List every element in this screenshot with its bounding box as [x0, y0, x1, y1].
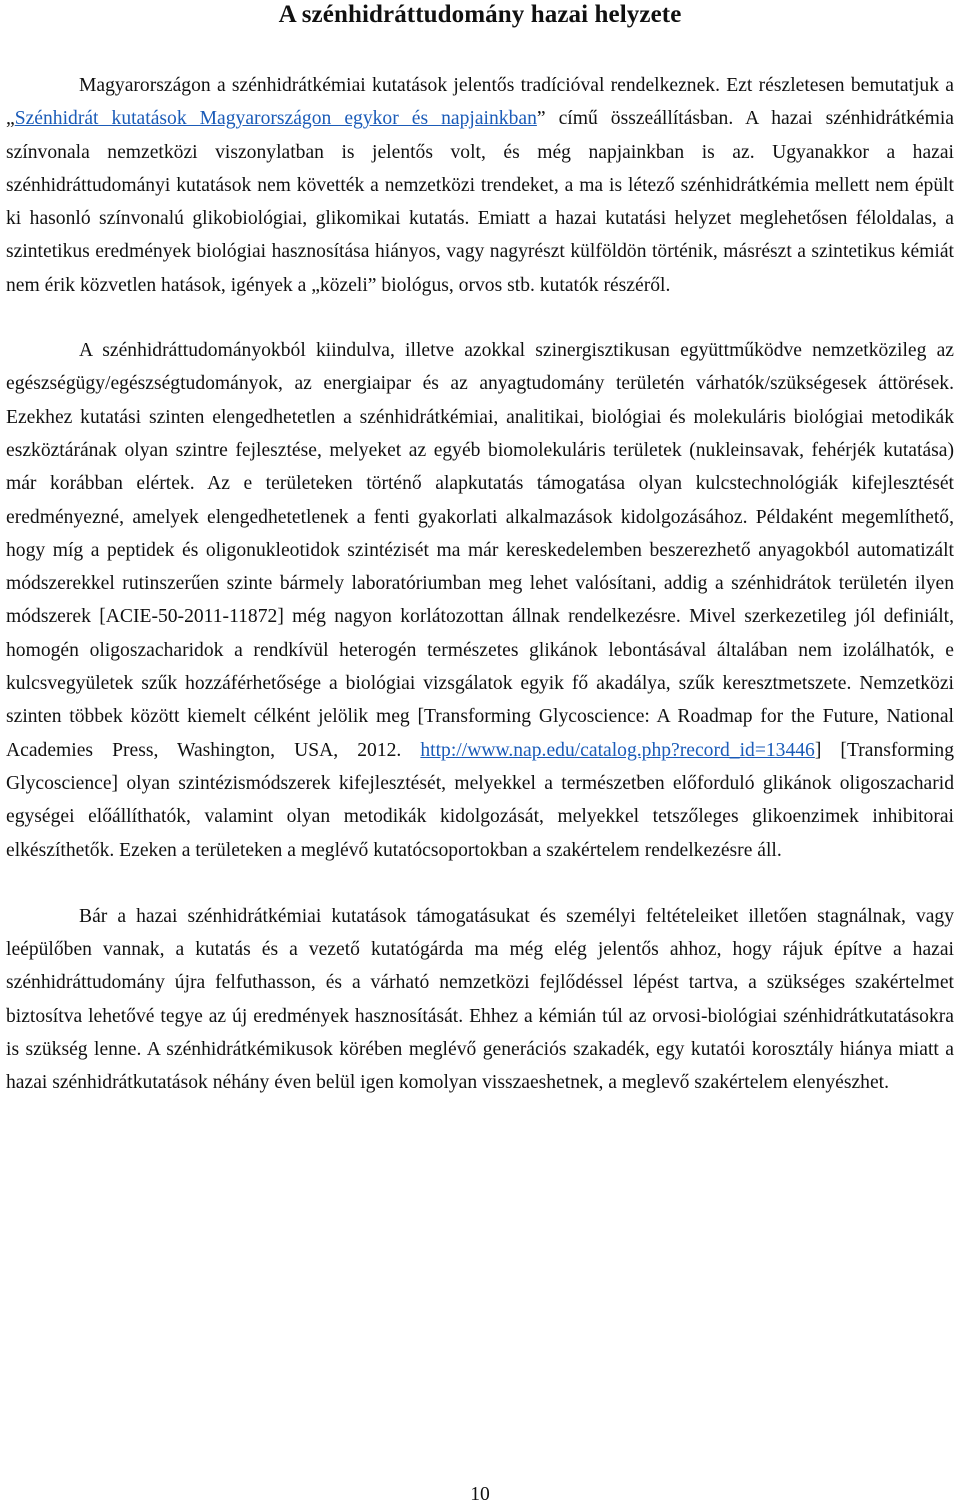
paragraph-3-text: Bár a hazai szénhidrátkémiai kutatások támogatásukat és személyi feltételeiket illetően stagnálnak, vagy leépülőben vannak, a kutatás és a vezető kutatógárda ma még elég jelentős ahhoz, hogy rájuk építve a hazai szénhidráttudomány újra felfuthasson, és a várható nemzetközi fejlődéssel lépést tartva, a szükséges szakértelmet biztosítva lehetővé tegye az új eredmények hasznosítását. Ehhez a kémián túl az orvosi-biológiai szénhidrátkutatásokra is szükség lenne. A szénhidrátkémikusok körében meglévő generációs szakadék, egy kutatói korosztály hiánya miatt a hazai szénhidrátkutatások néhány éven belül igen komolyan visszaeshetnek, a meglevő szakértelem elenyészhet. [6, 905, 954, 1094]
paragraph-2-text-start: A szénhidráttudományokból kiindulva, illetve azokkal szinergisztikusan együttműködve nemzetközileg az egészségügy/egészségtudományok, az energiaipar és az anyagtudomány területén várhatók/szükségesek áttörések. Ezekhez kutatási szinten elengedhetetlen a szénhidrátkémiai, analitikai, biológiai és molekuláris biológiai metodikák eszköztárának olyan szintre fejlesztése, melyeket az egyéb biomolekuláris területek (nukleinsavak, fehérjék kutatása) már korábban elértek. Az e területeken történő alapkutatás támogatása olyan kulcstechnológiák kifejlesztését eredményezné, amelyek elengedhetetlenek a fenti gyakorlati alkalmazások kidolgozásához. Példaként megemlíthető, hogy míg a peptidek és oligonukleotidok szintézisét ma már kereskedelemben beszerezhető anyagokból automatizált módszerekkel rutinszerűen szinte bármely laboratóriumban meg lehet valósítani, addig a szénhidrátok területén ilyen módszerek [ACIE-50-2011-11872] még nagyon korlátozottan állnak rendelkezésre. Mivel szerkezetileg jól definiált, homogén oligoszacharidok a rendkívül heterogén természetes glikánok lebontásával általában nem izolálhatók, e kulcsvegyületek szűk hozzáférhetősége a biológiai vizsgálatok egyik fő akadálya, szűk keresztmetszete. Nemzetközi szinten többek között kiemelt célként jelölik meg [Transforming Glycoscience: A Roadmap for the Future, National Academies Press, Washington, USA, 2012. [6, 340, 954, 761]
document-page [6, 0, 954, 1100]
page-title: A szénhidráttudomány hazai helyzete [278, 1, 682, 28]
paragraph-1-text-end: ” című összeállításban. A hazai szénhidrátkémia színvonala nemzetközi viszonylatban is jelentős volt, és még napjainkban is az. Ugyanakkor a hazai szénhidráttudományi kutatások nem követték a nemzetközi trendeket, a ma is létező szénhidrátkémia mellett nem épült ki hasonló színvonalú glikobiológiai, glikomikai kutatás. Emiatt a hazai kutatási helyzet meglehetősen féloldalas, a szintetikus eredmények biológiai hasznosítása hiányos, vagy nagyrészt külföldön történik, másrészt a szintetikus kémiát nem érik közvetlen hatások, igények a „közeli” biológus, orvos stb. kutatók részéről. [6, 108, 955, 296]
paragraph-2 [6, 334, 954, 867]
paragraph-1 [6, 69, 954, 302]
paragraph-3 [6, 900, 954, 1100]
paragraph-1-text-start: Magyarországon a szénhidrátkémiai kutatások jelentős tradícióval rendelkeznek. Ezt részletesen bemutatjuk a „ [6, 75, 954, 130]
page-number: 10 [470, 1484, 490, 1505]
link-nap-edu-catalog[interactable]: http://www.nap.edu/catalog.php?record_id=13446 [420, 739, 815, 761]
link-szenhidrat-kutatasok[interactable]: Szénhidrát kutatások Magyarországon egykor és napjainkban [14, 108, 537, 130]
paragraph-2-text-end: ] [Transforming Glycoscience] olyan szintézismódszerek kifejlesztését, melyekkel a természetben előforduló glikánok oligoszacharid egységei előállíthatók, valamint olyan metodikák kidolgozását, melyekkel tetszőleges glikoenzimek inhibitorai elkészíthetők. Ezeken a területeken a meglévő kutatócsoportokban a szakértelem rendelkezésre áll. [6, 739, 954, 861]
